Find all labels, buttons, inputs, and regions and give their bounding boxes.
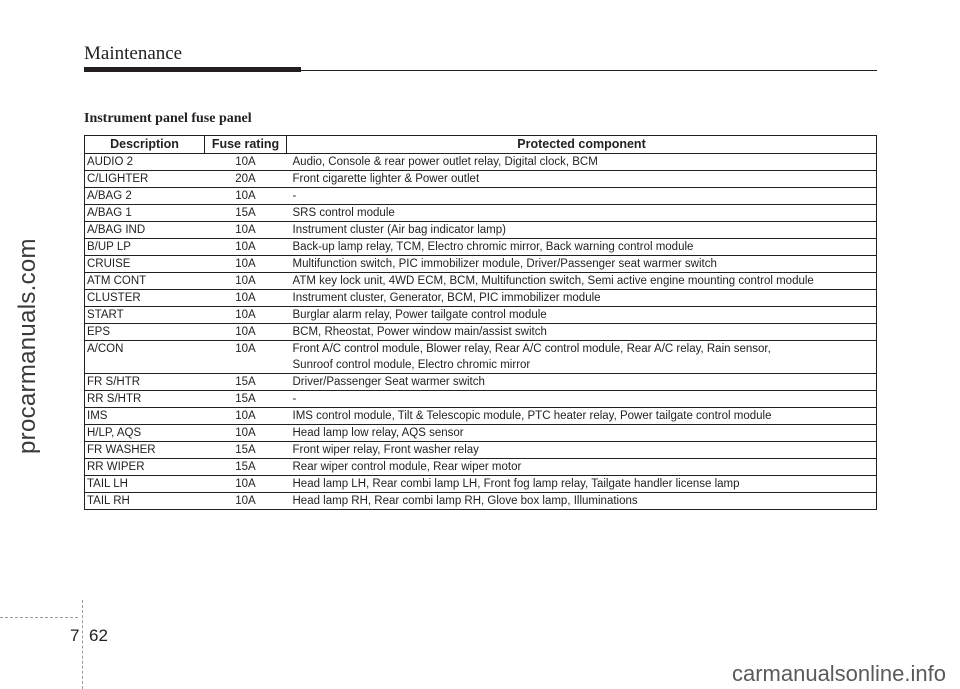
- table-row: [85, 408, 877, 425]
- protected-component-line: -: [292, 190, 297, 202]
- table-row: [85, 205, 877, 222]
- fuse-description: EPS: [85, 324, 205, 341]
- protected-component: [287, 290, 877, 307]
- header-rule-thick: [84, 67, 301, 72]
- table-row: [85, 341, 877, 374]
- column-header-fuse-rating: Fuse rating: [205, 136, 287, 154]
- protected-component-line: SRS control module: [292, 207, 395, 219]
- fuse-description: FR S/HTR: [85, 374, 205, 391]
- fuse-description: FR WASHER: [85, 442, 205, 459]
- fuse-rating: 20A: [205, 171, 287, 188]
- protected-component-line: IMS control module, Tilt & Telescopic module, PTC heater relay, Power tailgate control module: [292, 410, 772, 422]
- fuse-description: B/UP LP: [85, 239, 205, 256]
- protected-component: [287, 171, 877, 188]
- protected-component-line: BCM, Rheostat, Power window main/assist switch: [292, 326, 547, 338]
- protected-component-line: Audio, Console & rear power outlet relay, Digital clock, BCM: [292, 156, 598, 168]
- fuse-rating: 10A: [205, 290, 287, 307]
- table-row: [85, 290, 877, 307]
- header-rule-thin: [301, 70, 877, 71]
- crop-mark-vertical: [82, 600, 83, 689]
- protected-component-line: Instrument cluster, Generator, BCM, PIC immobilizer module: [292, 292, 601, 304]
- fuse-rating: 10A: [205, 256, 287, 273]
- fuse-rating: 10A: [205, 408, 287, 425]
- fuse-description: CRUISE: [85, 256, 205, 273]
- section-title: Instrument panel fuse panel: [84, 111, 252, 126]
- table-row: [85, 442, 877, 459]
- fuse-description: AUDIO 2: [85, 154, 205, 171]
- protected-component: [287, 222, 877, 239]
- protected-component: [287, 188, 877, 205]
- fuse-rating: 15A: [205, 374, 287, 391]
- protected-component-line: Driver/Passenger Seat warmer switch: [292, 376, 485, 388]
- fuse-rating: 10A: [205, 493, 287, 510]
- fuse-description: IMS: [85, 408, 205, 425]
- fuse-rating: 10A: [205, 273, 287, 290]
- fuse-rating: 15A: [205, 391, 287, 408]
- crop-mark-horizontal: [0, 617, 78, 618]
- protected-component: [287, 459, 877, 476]
- table-row: [85, 493, 877, 510]
- protected-component-line: Head lamp LH, Rear combi lamp LH, Front fog lamp relay, Tailgate handler license lamp: [292, 478, 740, 490]
- fuse-rating: 10A: [205, 154, 287, 171]
- fuse-description: A/CON: [85, 341, 205, 374]
- fuse-rating: 10A: [205, 425, 287, 442]
- protected-component: [287, 307, 877, 324]
- protected-component: [287, 154, 877, 171]
- protected-component: [287, 476, 877, 493]
- protected-component: [287, 256, 877, 273]
- table-row: [85, 256, 877, 273]
- fuse-rating: 10A: [205, 222, 287, 239]
- table-row: [85, 239, 877, 256]
- fuse-rating: 10A: [205, 324, 287, 341]
- table-row: [85, 425, 877, 442]
- fuse-rating: 10A: [205, 188, 287, 205]
- protected-component: [287, 408, 877, 425]
- fuse-description: TAIL LH: [85, 476, 205, 493]
- table-row: [85, 222, 877, 239]
- fuse-rating: 15A: [205, 205, 287, 222]
- protected-component-line: Front wiper relay, Front washer relay: [292, 444, 479, 456]
- fuse-description: RR WIPER: [85, 459, 205, 476]
- table-header-row: [85, 136, 877, 154]
- protected-component: [287, 442, 877, 459]
- page-number: 62: [89, 626, 108, 645]
- protected-component: [287, 273, 877, 290]
- protected-component: [287, 205, 877, 222]
- table-row: [85, 374, 877, 391]
- fuse-description: START: [85, 307, 205, 324]
- table-row: [85, 459, 877, 476]
- fuse-description: C/LIGHTER: [85, 171, 205, 188]
- fuse-rating: 10A: [205, 307, 287, 324]
- protected-component: [287, 425, 877, 442]
- protected-component: [287, 391, 877, 408]
- protected-component-line: Back-up lamp relay, TCM, Electro chromic mirror, Back warning control module: [292, 241, 694, 253]
- fuse-description: TAIL RH: [85, 493, 205, 510]
- header-title: Maintenance: [84, 43, 183, 64]
- table-row: [85, 188, 877, 205]
- protected-component-line: Multifunction switch, PIC immobilizer module, Driver/Passenger seat warmer switch: [292, 258, 717, 270]
- fuse-rating: 10A: [205, 476, 287, 493]
- fuse-description: CLUSTER: [85, 290, 205, 307]
- table-row: [85, 307, 877, 324]
- table-body: [85, 154, 877, 510]
- protected-component: [287, 493, 877, 510]
- protected-component-line: Instrument cluster (Air bag indicator lamp): [292, 224, 506, 236]
- fuse-description: A/BAG 2: [85, 188, 205, 205]
- side-watermark: procarmanuals.com: [14, 238, 41, 454]
- bottom-watermark: carmanualsonline.info: [731, 661, 946, 686]
- protected-component-line: Head lamp RH, Rear combi lamp RH, Glove box lamp, Illuminations: [292, 495, 638, 507]
- protected-component-line: -: [292, 393, 297, 405]
- protected-component: [287, 374, 877, 391]
- protected-component-line: Front cigarette lighter & Power outlet: [292, 173, 480, 185]
- table-row: [85, 273, 877, 290]
- table-row: [85, 171, 877, 188]
- fuse-rating: 15A: [205, 442, 287, 459]
- protected-component: [287, 239, 877, 256]
- fuse-table: [84, 135, 877, 510]
- protected-component-line: Rear wiper control module, Rear wiper motor: [292, 461, 522, 473]
- table-row: [85, 476, 877, 493]
- chapter-number: 7: [70, 626, 80, 645]
- fuse-description: ATM CONT: [85, 273, 205, 290]
- protected-component-line: ATM key lock unit, 4WD ECM, BCM, Multifunction switch, Semi active engine mounting control module: [292, 275, 814, 287]
- fuse-description: RR S/HTR: [85, 391, 205, 408]
- column-header-description: Description: [85, 136, 205, 154]
- table-row: [85, 391, 877, 408]
- column-header-protected-component: Protected component: [287, 136, 877, 154]
- table-row: [85, 154, 877, 171]
- fuse-rating: 10A: [205, 341, 287, 374]
- protected-component-line: Head lamp low relay, AQS sensor: [292, 427, 464, 439]
- fuse-description: A/BAG 1: [85, 205, 205, 222]
- protected-component-line: Sunroof control module, Electro chromic mirror: [292, 359, 531, 371]
- fuse-description: H/LP, AQS: [85, 425, 205, 442]
- protected-component: [287, 324, 877, 341]
- table-row: [85, 324, 877, 341]
- fuse-rating: 10A: [205, 239, 287, 256]
- protected-component: [287, 341, 877, 374]
- fuse-rating: 15A: [205, 459, 287, 476]
- fuse-description: A/BAG IND: [85, 222, 205, 239]
- protected-component-line: Burglar alarm relay, Power tailgate control module: [292, 309, 547, 321]
- protected-component-line: Front A/C control module, Blower relay, Rear A/C control module, Rear A/C relay, Rain sensor,: [292, 343, 771, 355]
